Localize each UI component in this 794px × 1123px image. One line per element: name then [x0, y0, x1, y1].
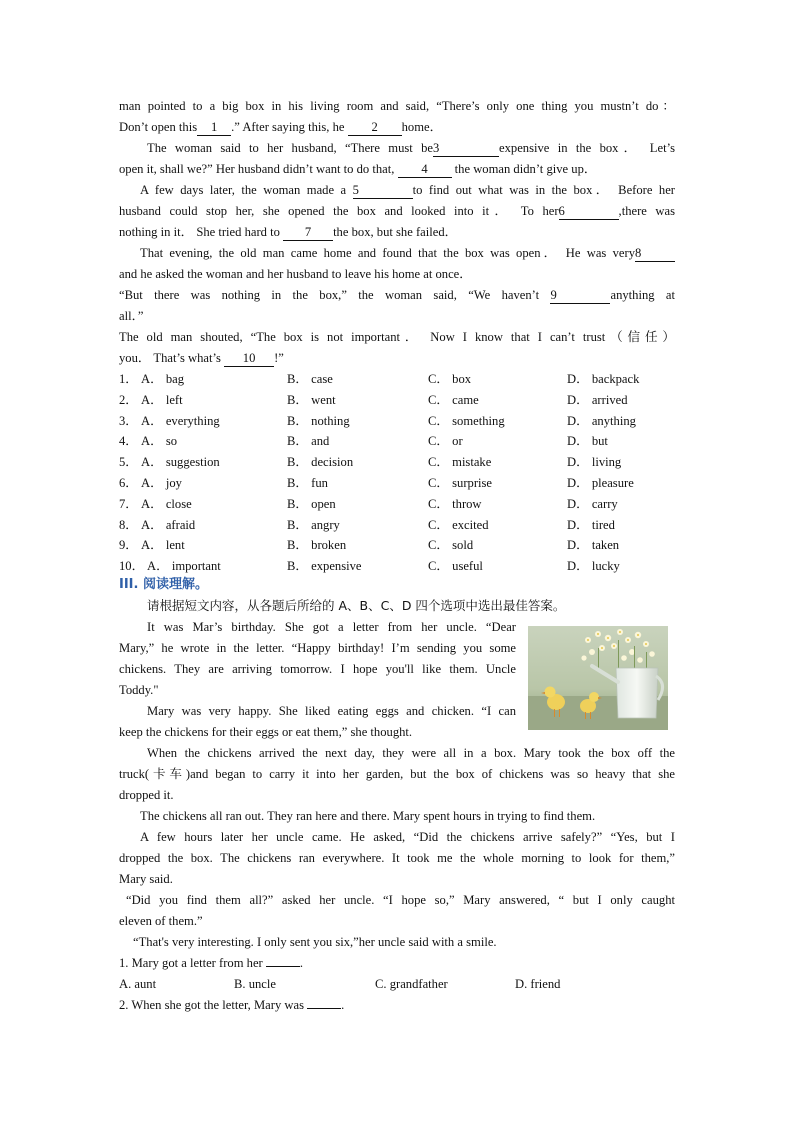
option-a[interactable]: A. aunt — [119, 977, 157, 991]
question-number: 8． — [119, 517, 138, 532]
passage-line: and he asked the woman and her husband to leave his home at once． — [119, 267, 472, 281]
passage-line: It was Mar’s birthday. She got a letter from her uncle. “Dear — [147, 620, 516, 634]
passage-line: dropped the box. The chickens ran everywhere. It took me the whole morning to look for them,” — [119, 851, 675, 865]
option-d[interactable]: D． but — [567, 434, 608, 449]
option-d[interactable]: D． pleasure — [567, 476, 634, 490]
question-number: 9． — [119, 538, 138, 553]
passage-line: dropped it. — [119, 788, 174, 802]
option-a[interactable]: A． joy — [141, 476, 182, 490]
option-b[interactable]: B． decision — [287, 455, 354, 470]
blank-1: 1 — [197, 120, 231, 136]
option-b[interactable]: B． case — [287, 372, 333, 386]
passage-line: “That's very interesting. I only sent you six,”her uncle said with a smile. — [133, 935, 497, 949]
section-title: III. 阅读理解。 — [119, 577, 208, 592]
passage-line: truck(卡车)and began to carry it into her garden, but the box of chickens was so heavy that she — [119, 767, 675, 781]
option-c[interactable]: C． came — [428, 392, 479, 407]
passage-line: keep the chickens for their eggs or eat them,” she thought. — [119, 725, 413, 739]
passage-line: The woman said to her husband, “There must be3 expensive in the box． Let’s — [147, 141, 675, 155]
passage-line: man pointed to a big box in his living room and said, “There’s only one thing you mustn’t do： — [119, 99, 675, 113]
option-c[interactable]: C． sold — [428, 538, 474, 553]
option-c[interactable]: C． mistake — [428, 455, 492, 470]
question-1-options — [119, 974, 675, 995]
passage-line: Toddy." — [119, 683, 159, 697]
option-a[interactable]: A． close — [141, 496, 192, 511]
blank-10: 10 — [224, 351, 274, 367]
option-c[interactable]: C． excited — [428, 517, 489, 532]
question-number: 5． — [119, 455, 138, 470]
question-number: 4． — [119, 434, 138, 449]
option-c[interactable]: C． surprise — [428, 476, 493, 490]
option-a[interactable]: A． afraid — [141, 517, 196, 532]
question-1: 1. Mary got a letter from her . — [119, 956, 304, 970]
blank-8: 8 — [635, 246, 675, 262]
option-a[interactable]: A． left — [141, 392, 183, 407]
option-row — [119, 452, 675, 473]
chicks-and-flowers-photo — [528, 626, 668, 730]
option-row — [119, 390, 675, 411]
question-2: 2. When she got the letter, Mary was . — [119, 998, 345, 1012]
option-d[interactable]: D． tired — [567, 517, 615, 532]
blank-2: 2 — [348, 120, 402, 136]
option-row — [119, 535, 675, 556]
option-b[interactable]: B． angry — [287, 517, 340, 532]
passage-line: That evening, the old man came home and found that the box was open． He was very8 — [119, 243, 675, 264]
answer-blank[interactable] — [307, 1008, 341, 1009]
option-d[interactable]: D． arrived — [567, 392, 628, 407]
section-instruction: 请根据短文内容，从各题后所给的 A、B、C、D 四个选项中选出最佳答案。 — [147, 598, 566, 613]
passage-line: “Did you find them all?” asked her uncle. “I hope so,” Mary answered, “ but I only caught — [126, 893, 675, 907]
blank-3: 3 — [433, 141, 499, 157]
question-number: 6． — [119, 476, 138, 490]
option-c[interactable]: C． throw — [428, 496, 482, 511]
option-row — [119, 494, 675, 515]
passage-line: nothing in it． She tried hard to 7 the box, but she failed． — [119, 225, 458, 239]
passage-line: husband could stop her, she opened the box and looked into it． To her6 ,there was — [119, 204, 675, 218]
option-d[interactable]: D． lucky — [567, 559, 620, 574]
blank-6: 6 — [559, 204, 619, 220]
passage-line: Mary was very happy. She liked eating eggs and chicken. “I can — [147, 704, 516, 718]
passage-line: Don’t open this 1 .” After saying this, he 2 home． — [119, 120, 443, 134]
passage-line: A few days later, the woman made a 5 to find out what was in the box． Before her — [140, 183, 675, 197]
passage-line: Mary,” he wrote in the letter. “Happy birthday! I’m sending you some — [119, 641, 516, 655]
option-a[interactable]: A． bag — [141, 372, 185, 386]
blank-9: 9 — [550, 288, 610, 304]
option-d[interactable]: D. friend — [515, 977, 561, 991]
option-a[interactable]: A． important — [147, 559, 221, 574]
option-b[interactable]: B． expensive — [287, 559, 362, 574]
blank-4: 4 — [398, 162, 452, 178]
question-number: 10． — [119, 559, 145, 574]
passage-line: When the chickens arrived the next day, they were all in a box. Mary took the box off the — [147, 746, 675, 760]
passage-line: “But there was nothing in the box,” the woman said, “We haven’t 9 anything at — [119, 288, 675, 302]
option-b[interactable]: B． open — [287, 496, 336, 511]
option-c[interactable]: C． or — [428, 434, 463, 449]
option-a[interactable]: A． lent — [141, 538, 185, 553]
passage-line: chickens. They are arriving tomorrow. I hope you'll like them. Uncle — [119, 662, 516, 676]
option-b[interactable]: B． nothing — [287, 413, 350, 428]
option-b[interactable]: B． fun — [287, 476, 328, 490]
photo-illustration — [528, 626, 668, 730]
option-d[interactable]: D． carry — [567, 496, 618, 511]
option-a[interactable]: A． so — [141, 434, 178, 449]
passage-line: eleven of them.” — [119, 914, 203, 928]
option-a[interactable]: A． everything — [141, 413, 220, 428]
blank-7: 7 — [283, 225, 333, 241]
option-c[interactable]: C. grandfather — [375, 977, 448, 991]
option-row — [119, 369, 675, 390]
option-d[interactable]: D． living — [567, 455, 622, 470]
passage-line: you． That’s what’s 10 !” — [119, 351, 284, 365]
option-row — [119, 473, 675, 494]
passage-line: all．” — [119, 309, 144, 323]
option-c[interactable]: C． something — [428, 413, 505, 428]
blank-5: 5 — [353, 183, 413, 199]
passage-line: open it, shall we?” Her husband didn’t want to do that, 4 the woman didn’t give up． — [119, 162, 597, 176]
question-number: 3． — [119, 413, 138, 428]
question-number: 1． — [119, 372, 138, 386]
option-row — [119, 411, 675, 432]
passage-line: A few hours later her uncle came. He asked, “Did the chickens arrive safely?” “Yes, but I — [140, 830, 675, 844]
option-b[interactable]: B． and — [287, 434, 330, 449]
option-b[interactable]: B. uncle — [234, 977, 276, 991]
option-b[interactable]: B． went — [287, 392, 336, 407]
option-c[interactable]: C． useful — [428, 559, 483, 574]
question-number: 2． — [119, 392, 138, 407]
option-c[interactable]: C． box — [428, 372, 472, 386]
option-row — [119, 515, 675, 536]
option-d[interactable]: D． anything — [567, 413, 636, 428]
passage-line: The chickens all ran out. They ran here and there. Mary spent hours in trying to find them. — [140, 809, 596, 823]
option-d[interactable]: D． backpack — [567, 372, 640, 386]
option-row — [119, 431, 675, 452]
passage-line: Mary said. — [119, 872, 173, 886]
passage-line: The old man shouted, “The box is not important． Now I know that I can’t trust（信任） — [119, 330, 675, 344]
answer-blank[interactable] — [266, 966, 300, 967]
option-b[interactable]: B． broken — [287, 538, 347, 553]
question-number: 7． — [119, 496, 138, 511]
option-a[interactable]: A． suggestion — [141, 455, 220, 470]
option-d[interactable]: D． taken — [567, 538, 620, 553]
